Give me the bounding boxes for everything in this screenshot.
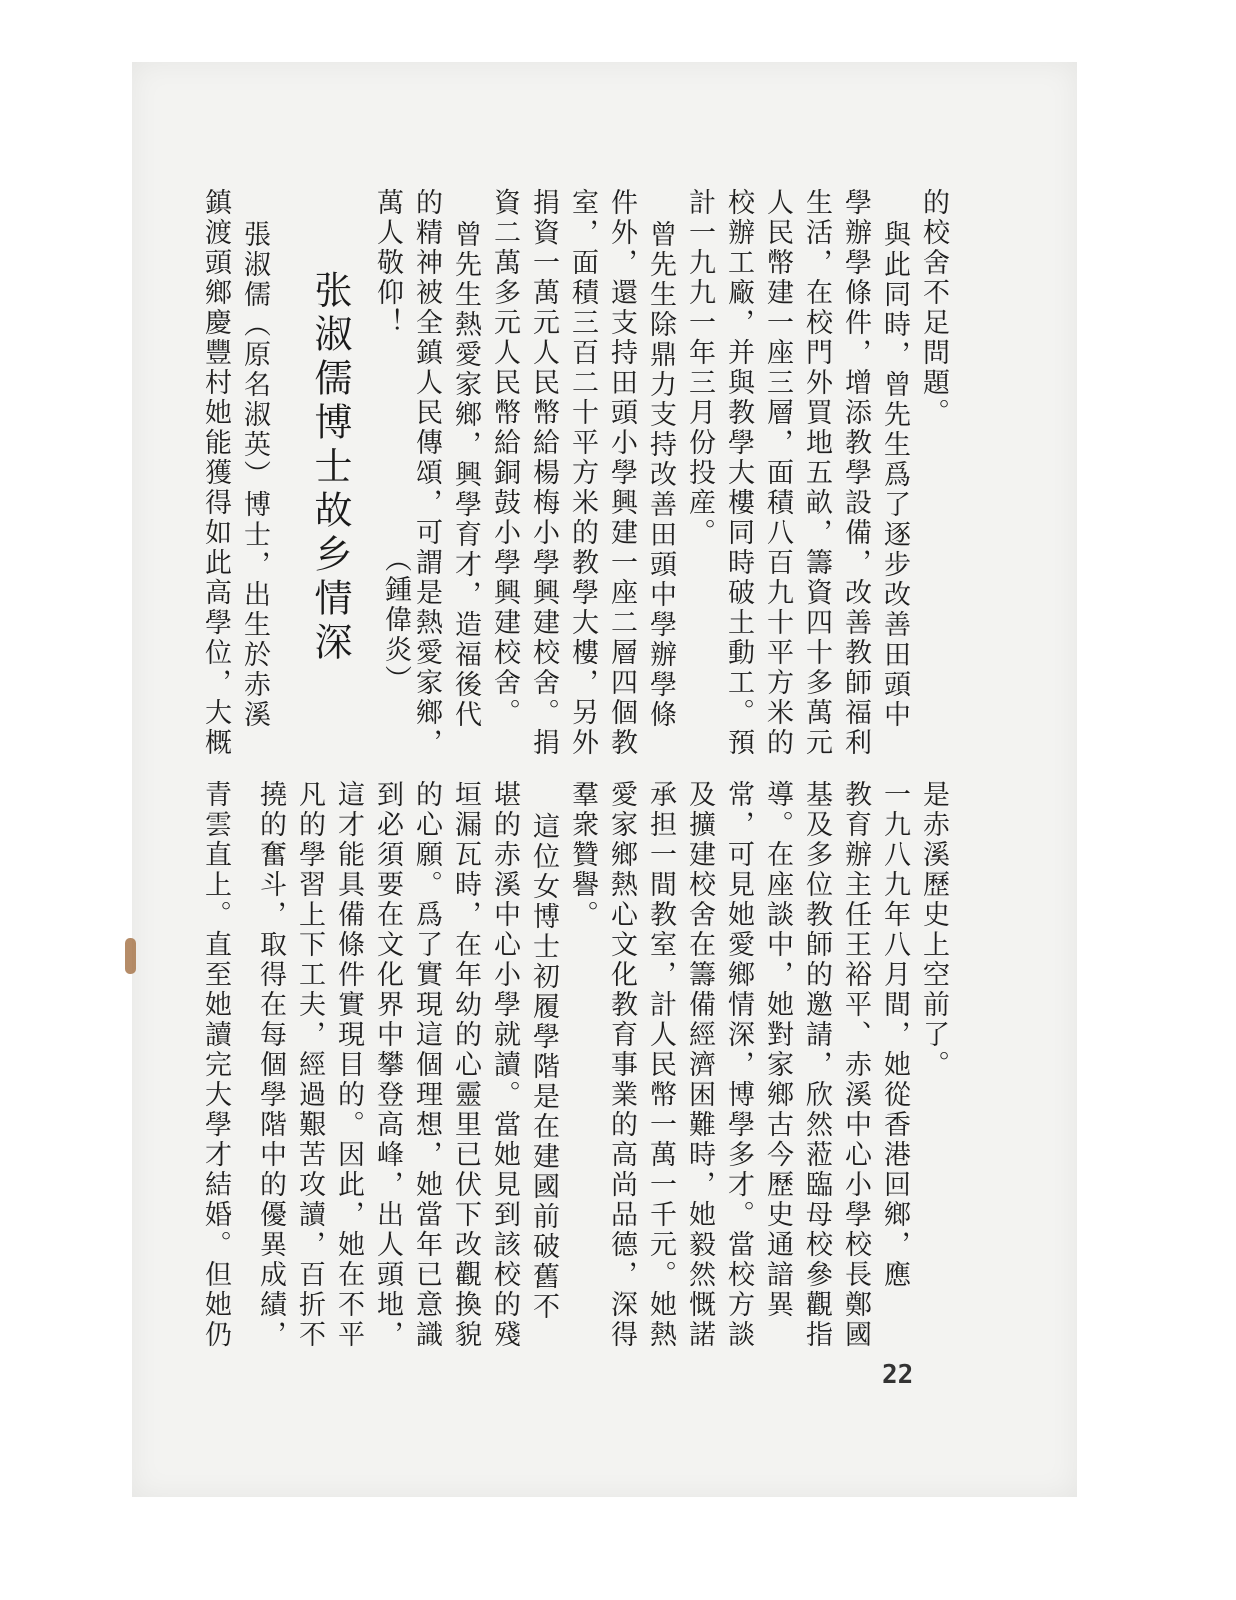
text-column: 青雲直上。直至她讀完大學才結婚。但她仍 [200, 780, 231, 1350]
text-column: 承担一間教室，計人民幣一萬一千元。她熱 [645, 780, 676, 1350]
text-column: 件外，還支持田頭小學興建一座二層四個教 [606, 188, 637, 758]
text-column: 羣衆贊譽。 [567, 780, 598, 930]
text-column: 曾先生除鼎力支持改善田頭中學辦學條 [645, 220, 676, 730]
text-column: 愛家鄉熱心文化教育事業的高尚品德，深得 [606, 780, 637, 1350]
text-column: 垣漏瓦時，在年幼的心靈里已伏下改觀換貌 [450, 780, 481, 1350]
text-column: 計一九九一年三月份投産。 [684, 188, 715, 548]
text-column: 是赤溪歷史上空前了。 [918, 780, 949, 1080]
text-column: 捐資一萬元人民幣給楊梅小學興建校舍。捐 [528, 188, 559, 758]
text-column: 一九八九年八月間，她從香港回鄉，應 [879, 780, 910, 1290]
text-column: 萬人敬仰！ [372, 188, 403, 338]
article-author: （鍾偉炎） [380, 545, 411, 695]
page-number: 22 [882, 1360, 914, 1390]
text-column: 的精神被全鎮人民傳頌，可謂是熱愛家鄉， [411, 188, 442, 758]
text-column: 常，可見她愛鄉情深，博學多才。當校方談 [723, 780, 754, 1350]
text-column: 校辦工廠，并與教學大樓同時破土動工。預 [723, 188, 754, 758]
text-column: 曾先生熱愛家鄉，興學育才，造福後代 [450, 220, 481, 730]
text-column: 及擴建校舍在籌備經濟困難時，她毅然慨諾 [684, 780, 715, 1350]
text-column: 張淑儒（原名淑英）博士，出生於赤溪 [239, 220, 270, 730]
text-column: 教育辦主任王裕平、赤溪中心小學校長鄭國 [840, 780, 871, 1350]
text-column: 學辦學條件，增添教學設備，改善教師福利 [840, 188, 871, 758]
text-column: 室，面積三百二十平方米的教學大樓，另外 [567, 188, 598, 758]
text-column: 堪的赤溪中心小學就讀。當她見到該校的殘 [489, 780, 520, 1350]
text-column: 基及多位教師的邀請，欣然蒞臨母校參觀指 [801, 780, 832, 1350]
article-title: 张淑儒博士故乡情深 [308, 270, 352, 666]
text-column: 凡的學習上下工夫，經過艱苦攻讀，百折不 [294, 780, 325, 1350]
text-column: 資二萬多元人民幣給銅鼓小學興建校舍。 [489, 188, 520, 728]
text-column: 的心願。爲了實現這個理想，她當年已意識 [411, 780, 442, 1350]
text-column: 與此同時，曾先生爲了逐步改善田頭中 [879, 220, 910, 730]
text-column: 鎮渡頭鄉慶豐村她能獲得如此高學位，大概 [200, 188, 231, 758]
text-column: 這才能具備條件實現目的。因此，她在不平 [333, 780, 364, 1350]
text-column: 生活，在校門外買地五畝，籌資四十多萬元 [801, 188, 832, 758]
text-column: 這位女博士初履學階是在建國前破舊不 [528, 812, 559, 1322]
text-column: 人民幣建一座三層，面積八百九十平方米的 [762, 188, 793, 758]
text-column: 撓的奮斗，取得在每個學階中的優異成績， [255, 780, 286, 1350]
text-column: 到必須要在文化界中攀登高峰，出人頭地， [372, 780, 403, 1350]
text-column: 導。在座談中，她對家鄉古今歷史通諳異 [762, 780, 793, 1320]
paper-stain [125, 938, 136, 974]
text-column: 的校舍不足問題。 [918, 188, 949, 428]
